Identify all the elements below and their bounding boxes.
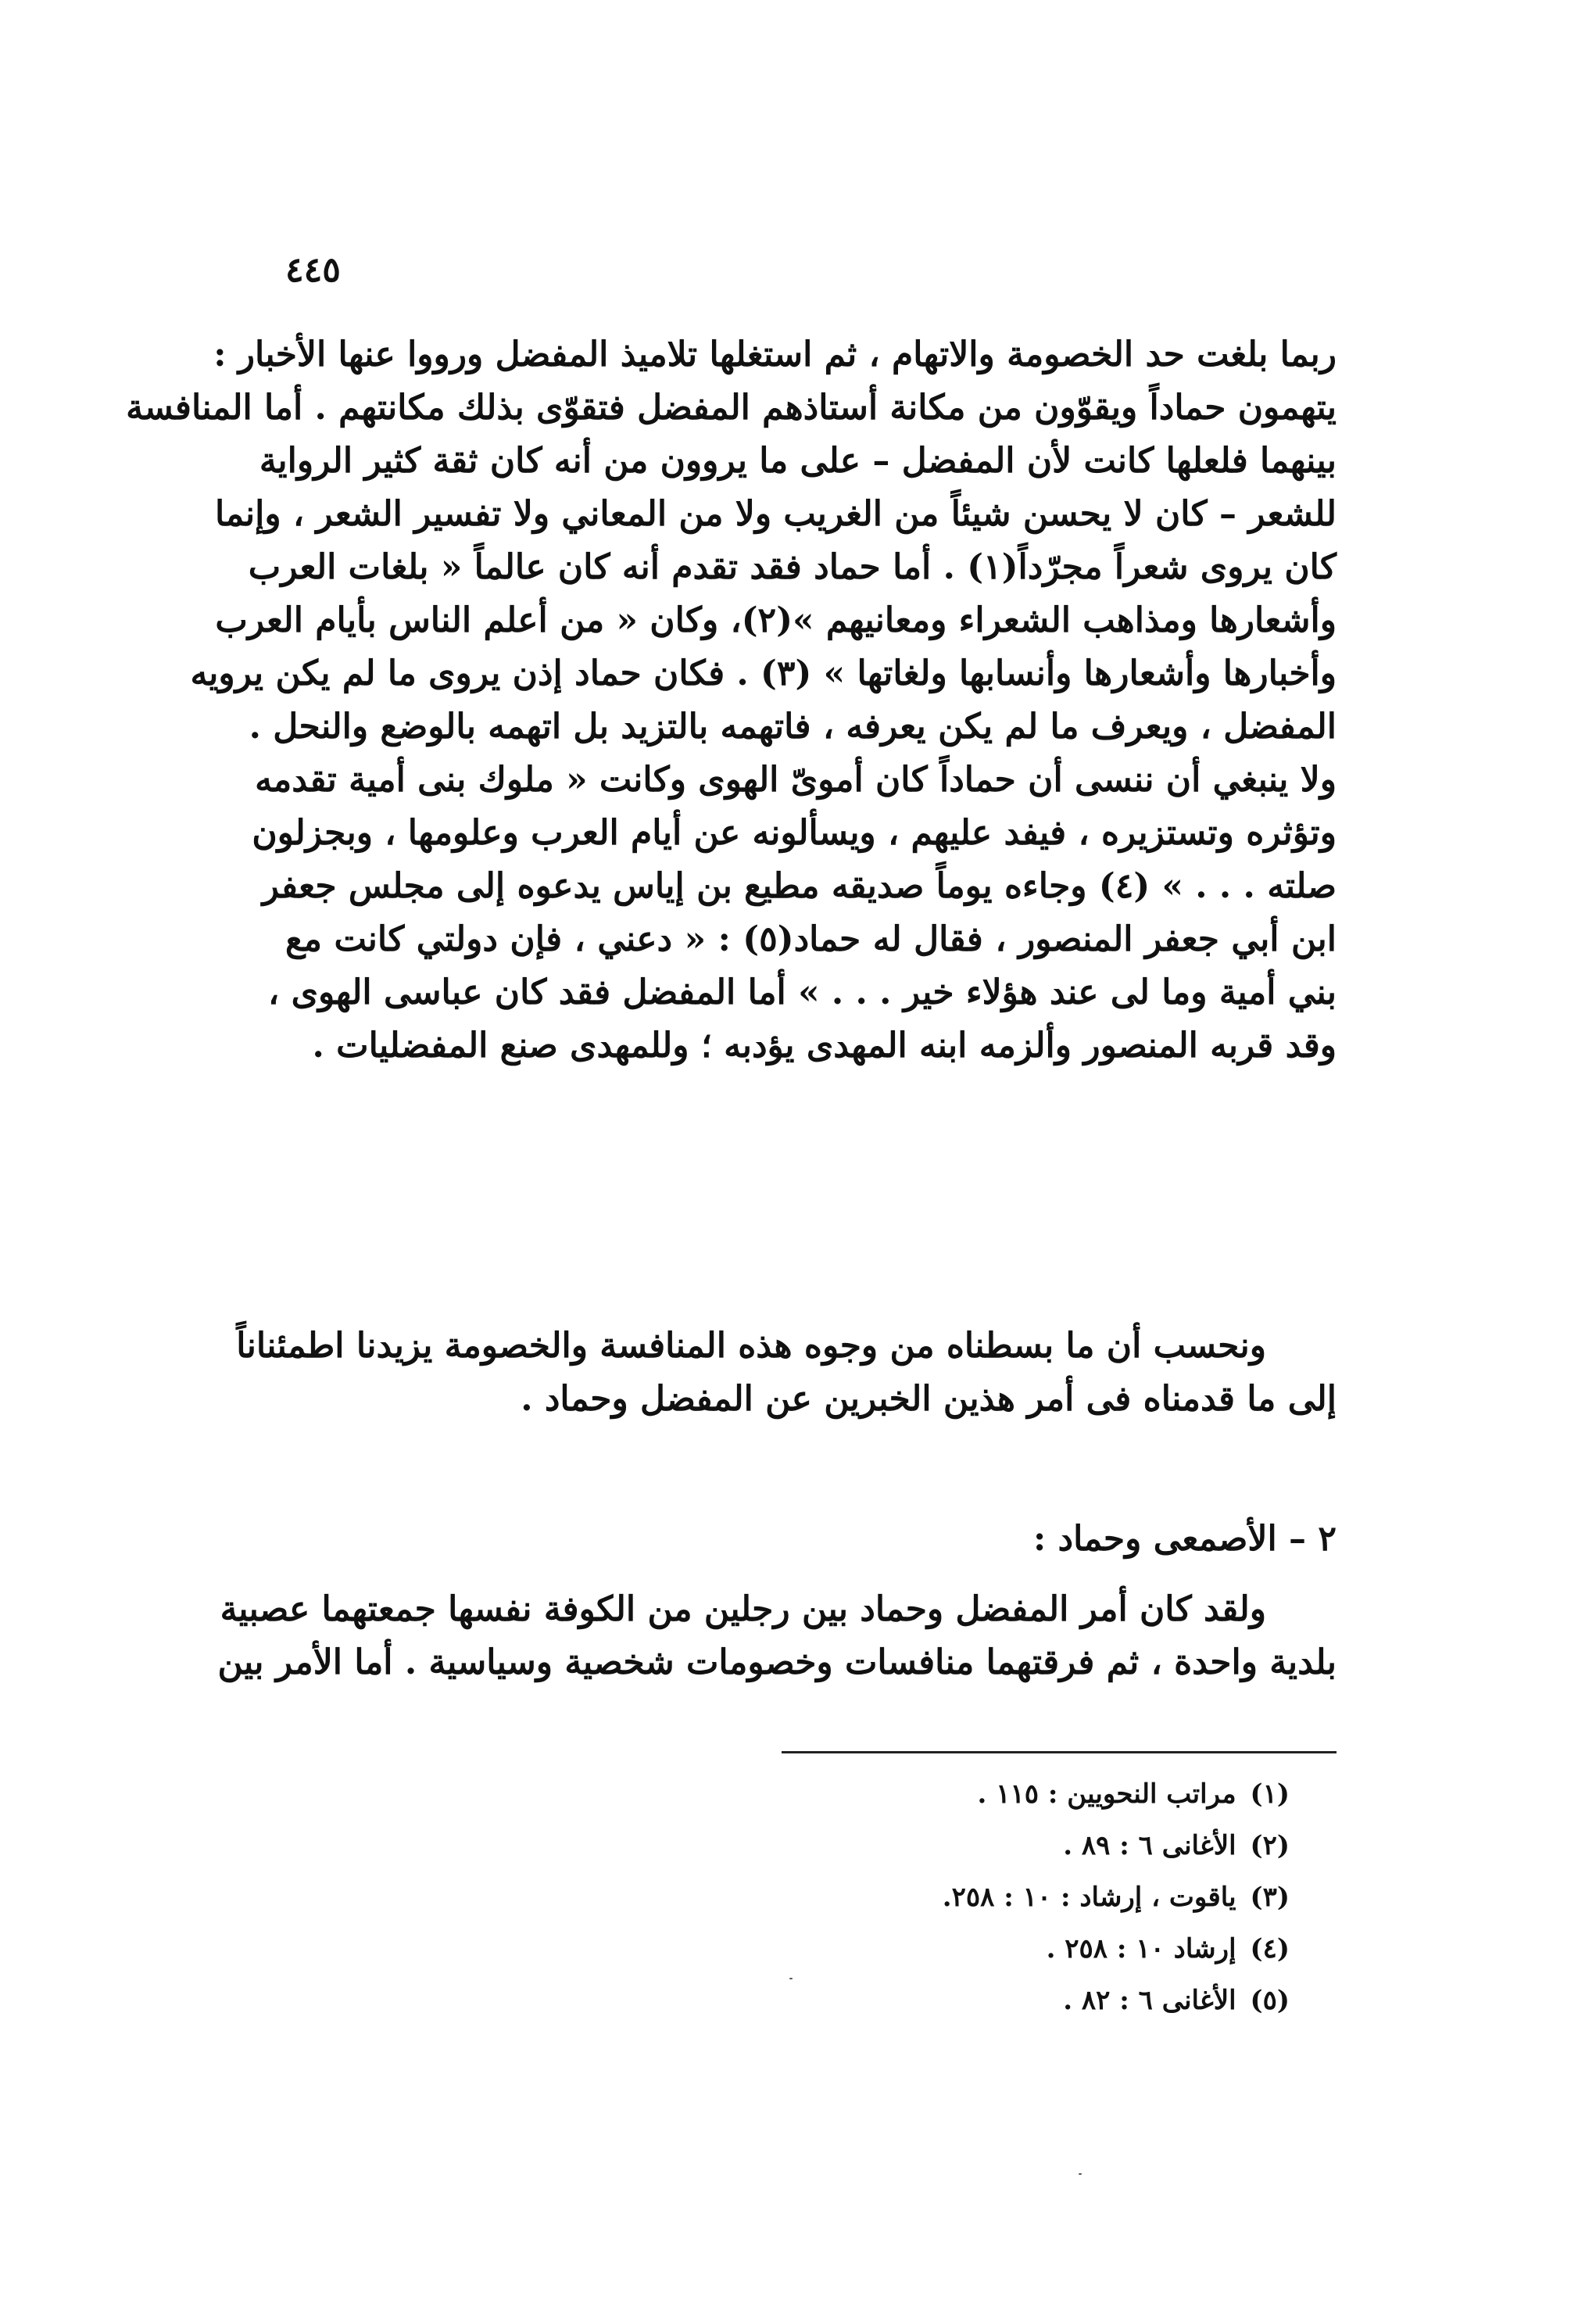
text-line: يتهمون حماداً ويقوّون من مكانة أستاذهم المفضل فتقوّى بذلك مكانتهم . أما المنافسة [126,388,1337,428]
footnote-number: (١) [1250,1778,1290,1810]
footnote-text: ياقوت ، إرشاد : ١٠ : ٢٥٨. [942,1882,1236,1913]
text-line: ابن أبي جعفر المنصور ، فقال له حماد(٥) : « دعني ، فإن دولتي كانت مع [285,919,1337,959]
footnote-number: (٤) [1250,1933,1290,1965]
section-heading: ٢ – الأصمعى وحماد : [1032,1519,1337,1559]
footnote [782,1871,1290,1923]
paragraph-3 [217,1583,1337,1689]
text-line: ونحسب أن ما بسطناه من وجوه هذه المنافسة والخصومة يزيدنا اطمئناناً [236,1326,1266,1366]
footnote-divider [782,1751,1337,1753]
scan-speck [1079,2173,1082,2175]
text-line: وتؤثره وتستزيره ، فيفد عليهم ، ويسألونه عن أيام العرب وعلومها ، وبجزلون [252,813,1337,853]
paragraph-1 [126,328,1337,1073]
text-line: المفضل ، ويعرف ما لم يكن يعرفه ، فاتهمه بالتزيد بل اتهمه بالوضع والنحل . [249,707,1337,747]
page-number: ٤٤٥ [285,250,341,290]
text-line: كان يروى شعراً مجرّداً(١) . أما حماد فقد تقدم أنه كان عالماً « بلغات العرب [248,547,1337,587]
text-line: صلته . . . » (٤) وجاءه يوماً صديقه مطيع بن إياس يدعوه إلى مجلس جعفر [262,866,1337,906]
text-line: وأشعارها ومذاهب الشعراء ومعانيهم »(٢)، وكان « من أعلم الناس بأيام العرب [215,600,1337,640]
footnote-text: مراتب النحويين : ١١٥ . [977,1778,1236,1810]
footnote [782,1923,1290,1975]
text-line: بني أمية وما لى عند هؤلاء خير . . . » أما المفضل فقد كان عباسى الهوى ، [268,972,1337,1012]
footnote-number: (٣) [1250,1882,1290,1913]
text-line: ولا ينبغي أن ننسى أن حماداً كان أموىّ الهوى وكانت « ملوك بنى أمية تقدمه [255,760,1337,800]
footnote-number: (٢) [1250,1830,1290,1861]
text-line: ولقد كان أمر المفضل وحماد بين رجلين من الكوفة نفسها جمعتهما عصبية [220,1589,1266,1629]
footnote-number: (٥) [1250,1985,1290,2016]
paragraph-2 [236,1320,1337,1426]
text-line: بلدية واحدة ، ثم فرقتهما منافسات وخصومات شخصية وسياسية . أما الأمر بين [217,1642,1337,1682]
text-line: وقد قربه المنصور وألزمه ابنه المهدى يؤدبه ؛ وللمهدى صنع المفضليات . [312,1026,1337,1066]
footnote [782,1975,1290,2026]
footnote [782,1820,1290,1871]
footnote [782,1768,1290,1820]
text-line: للشعر – كان لا يحسن شيئاً من الغريب ولا من المعاني ولا تفسير الشعر ، وإنما [215,494,1337,534]
scan-speck [789,1978,793,1979]
text-line: بينهما فلعلها كانت لأن المفضل – على ما يروون من أنه كان ثقة كثير الرواية [259,441,1337,481]
footnote-text: الأغانى ٦ : ٨٩ . [1063,1830,1236,1861]
footnote-text: إرشاد ١٠ : ٢٥٨ . [1046,1933,1236,1965]
text-line: إلى ما قدمناه فى أمر هذين الخبرين عن المفضل وحماد . [521,1379,1337,1419]
text-line: ربما بلغت حد الخصومة والاتهام ، ثم استغلها تلاميذ المفضل ورووا عنها الأخبار : [213,335,1337,374]
footnote-text: الأغانى ٦ : ٨٢ . [1063,1985,1236,2016]
footnotes [782,1768,1290,2026]
text-line: وأخبارها وأشعارها وأنسابها ولغاتها » (٣) . فكان حماد إذن يروى ما لم يكن يرويه [190,654,1337,693]
